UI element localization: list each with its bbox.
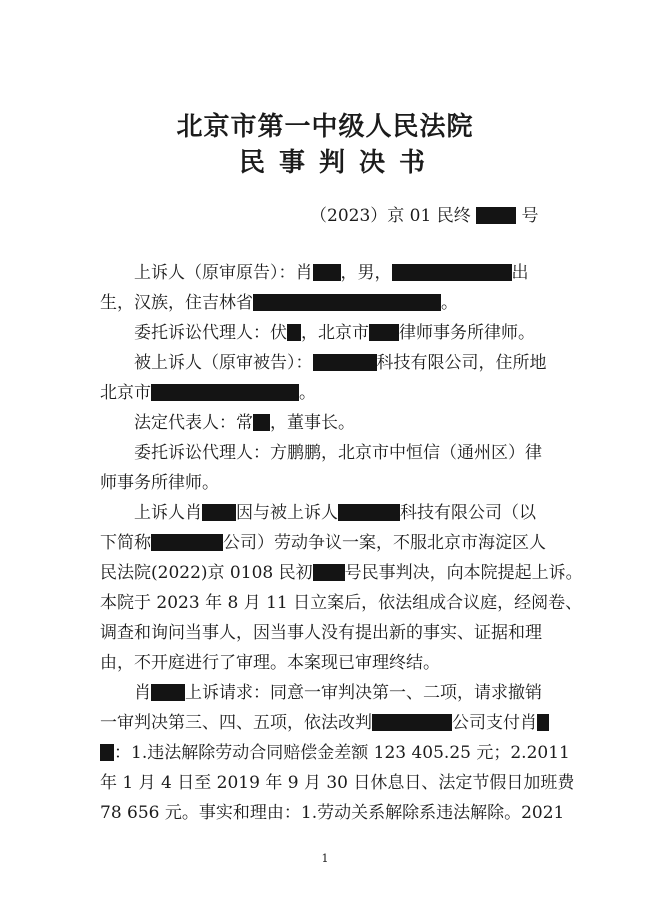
- text-line-14: 由，不开庭进行了审理。本案现已审理终结。: [100, 653, 440, 673]
- redaction-block: [151, 384, 299, 401]
- text-line-18: 年 1 月 4 日至 2019 年 9 月 30 日休息日、法定节假日加班费: [100, 773, 575, 793]
- text-segment: 公司）劳动争议一案，不服北京市海淀区人: [223, 533, 546, 553]
- text-segment: 律师事务所律师。: [399, 323, 535, 343]
- redaction-block: [287, 324, 301, 341]
- text-line-12: 本院于 2023 年 8 月 11 日立案后，依法组成合议庭，经阅卷、: [100, 593, 583, 613]
- text-segment: 上诉人肖: [134, 503, 202, 523]
- text-line-17: [100, 743, 570, 763]
- text-line-4: [134, 353, 547, 373]
- text-segment: ：1.违法解除劳动合同赔偿金差额 123 405.25 元；2.2011: [114, 743, 570, 763]
- text-segment: 号民事判决，向本院提起上诉。: [344, 563, 583, 583]
- text-line-10: [100, 533, 546, 553]
- text-line-8: 师事务所律师。: [100, 473, 219, 493]
- text-segment: 被上诉人（原审被告）：: [134, 353, 313, 373]
- redaction-block: [151, 534, 223, 551]
- document-type: 民事判决书: [238, 148, 439, 178]
- text-segment: 。: [299, 383, 316, 403]
- text-segment: 科技有限公司（以: [400, 503, 536, 523]
- redaction-block: [253, 294, 441, 311]
- redaction-block: [537, 714, 549, 731]
- text-line-11: [100, 563, 583, 583]
- redaction-block: [372, 714, 452, 731]
- text-segment: 科技有限公司，住所地: [376, 353, 547, 373]
- text-line-15: [134, 683, 542, 703]
- text-segment: 出: [511, 263, 529, 283]
- text-segment: 肖: [134, 683, 151, 703]
- court-name: 北京市第一中级人民法院: [176, 112, 474, 142]
- redaction-block: [369, 324, 399, 341]
- text-segment: 民法院(2022)京 0108 民初: [100, 563, 313, 583]
- text-segment: 因与被上诉人: [236, 503, 338, 523]
- redaction-block: [313, 264, 341, 281]
- text-segment: 法定代表人：常: [134, 413, 253, 433]
- redaction-block: [338, 504, 400, 521]
- redaction-block: [392, 264, 512, 281]
- redaction-block: [151, 684, 185, 701]
- text-line-7: 委托诉讼代理人：方鹏鹏，北京市中恒信（通州区）律: [134, 443, 542, 463]
- text-line-16: [100, 713, 549, 733]
- text-line-2: [100, 293, 458, 313]
- page-number: 1: [321, 852, 329, 865]
- text-segment: 一审判决第三、四、五项，依法改判: [100, 713, 372, 733]
- text-segment: ，男，: [340, 263, 392, 283]
- text-line-3: [134, 323, 535, 343]
- redaction-block: [202, 504, 236, 521]
- text-line-5: [100, 383, 316, 403]
- redaction-block: [100, 744, 114, 761]
- text-segment: ，董事长。: [270, 413, 355, 433]
- redaction-block: [476, 207, 516, 224]
- text-line-13: 调查和询问当事人，因当事人没有提出新的事实、证据和理: [100, 623, 542, 643]
- case-number: [310, 206, 539, 226]
- text-line-1: [134, 263, 529, 283]
- case-number-prefix: （2023）京 01 民终: [310, 206, 471, 226]
- text-line-6: [134, 413, 355, 433]
- redaction-block: [253, 414, 270, 431]
- text-line-9: [134, 503, 536, 523]
- redaction-block: [313, 564, 345, 581]
- case-number-suffix: 号: [521, 206, 539, 226]
- text-segment: 上诉请求：同意一审判决第一、二项，请求撤销: [185, 683, 542, 703]
- text-segment: 上诉人（原审原告）：肖: [134, 263, 313, 283]
- text-segment: 委托诉讼代理人：伏: [134, 323, 287, 343]
- text-segment: ，北京市: [301, 323, 369, 343]
- text-segment: 。: [441, 293, 458, 313]
- text-segment: 北京市: [100, 383, 151, 403]
- text-segment: 公司支付肖: [452, 713, 537, 733]
- text-segment: 下简称: [100, 533, 151, 553]
- text-segment: 生，汉族，住吉林省: [100, 293, 253, 313]
- text-line-19: 78 656 元。事实和理由：1.劳动关系解除系违法解除。2021: [100, 803, 565, 823]
- redaction-block: [313, 354, 377, 371]
